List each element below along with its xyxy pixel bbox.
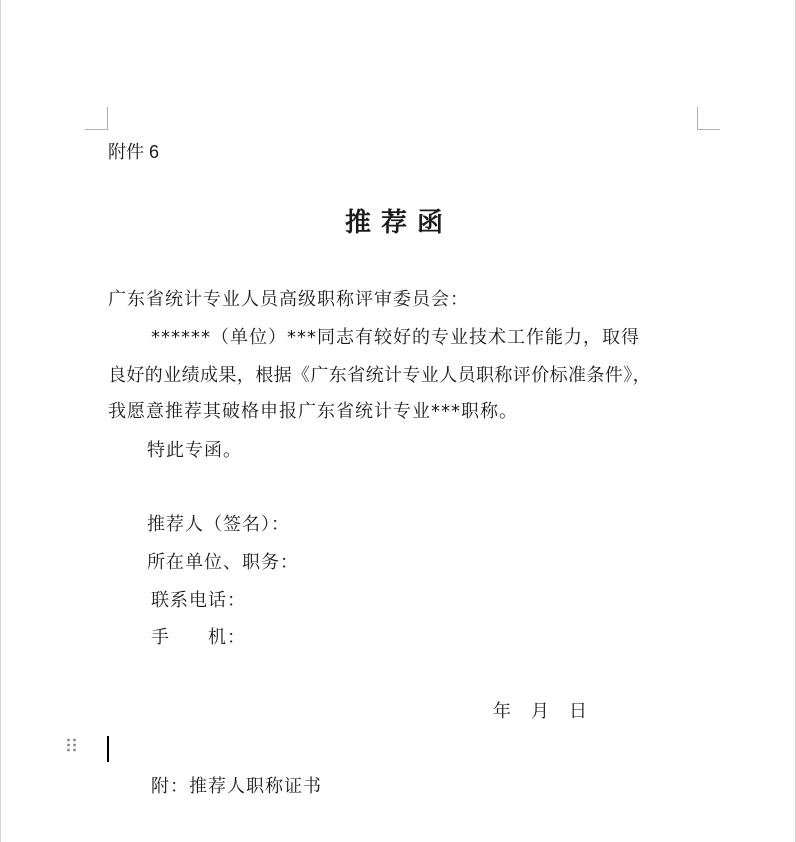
contact-phone-field: 联系电话： <box>151 590 246 611</box>
page-title: 推荐函 <box>344 208 453 238</box>
text-cursor[interactable] <box>107 736 109 762</box>
unit-position-field: 所在单位、职务： <box>147 552 299 573</box>
attachment-line: 附：推荐人职称证书 <box>151 776 322 797</box>
body-paragraph-line-3: 我愿意推荐其破格申报广东省统计专业***职称。 <box>108 401 518 422</box>
drag-handle-icon[interactable] <box>65 737 79 753</box>
recommender-signature-field: 推荐人（签名）： <box>147 514 290 535</box>
date-line: 年 月 日 <box>493 701 588 722</box>
margin-corner-top-left <box>85 107 108 130</box>
attachment-number-label: 附件 6 <box>108 142 160 162</box>
body-paragraph-line-2: 良好的业绩成果，根据《广东省统计专业人员职称评价标准条件》， <box>108 365 651 386</box>
mobile-phone-field: 手 机： <box>151 627 246 648</box>
addressee-line: 广东省统计专业人员高级职称评审委员会： <box>108 289 469 310</box>
closing-line: 特此专函。 <box>147 440 242 461</box>
body-paragraph-line-1: ******（单位）***同志有较好的专业技术工作能力，取得 <box>151 327 640 348</box>
margin-corner-top-right <box>697 107 720 130</box>
